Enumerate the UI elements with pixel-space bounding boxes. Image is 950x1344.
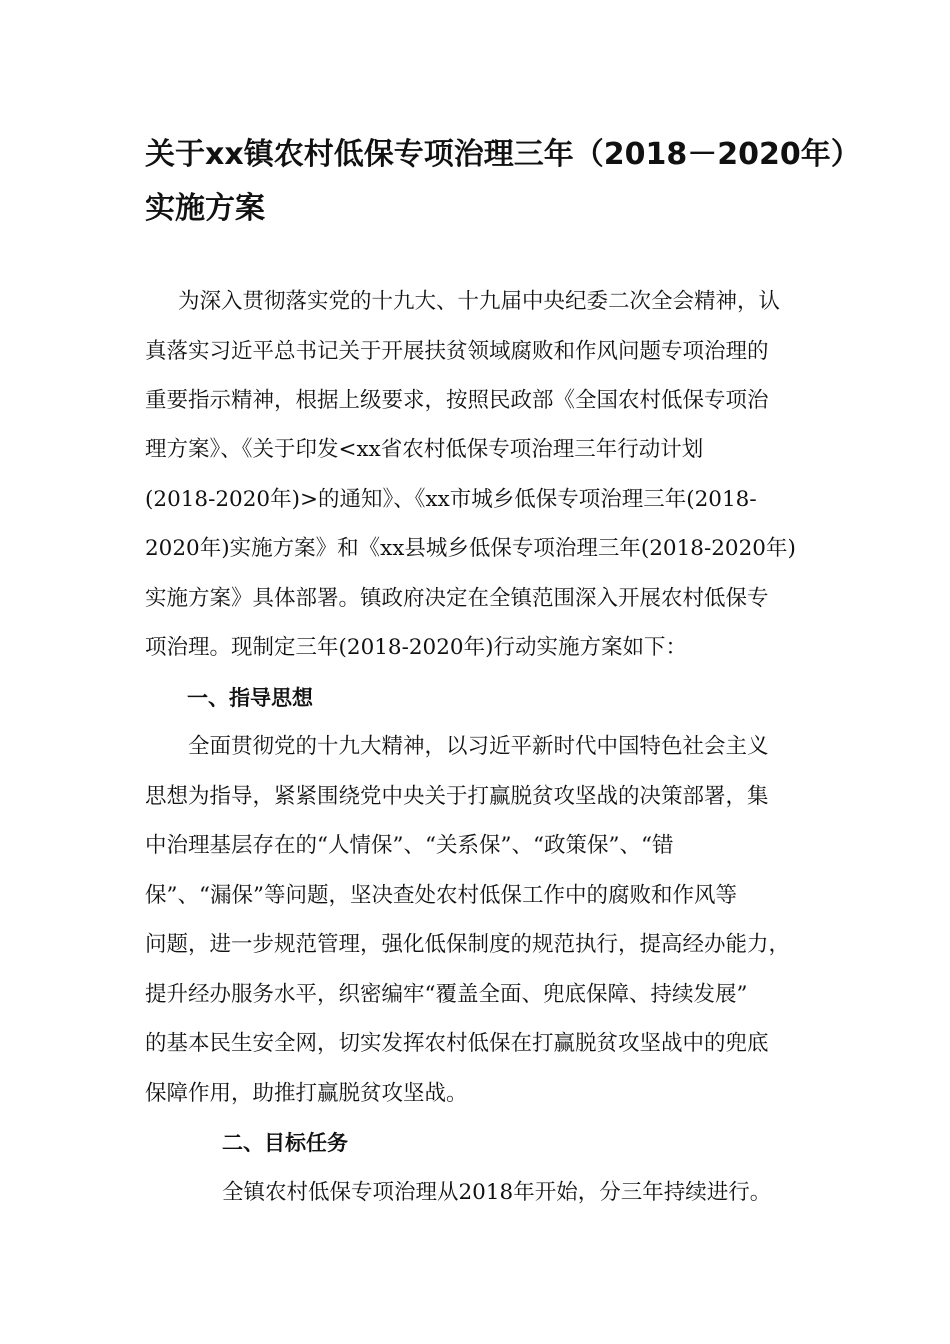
intro-line-8: 项治理。现制定三年(2018-2020年)行动实施方案如下： <box>145 635 687 660</box>
section-heading-guiding-ideology: 一、指导思想 <box>187 686 313 710</box>
section1-line-8: 保障作用，助推打赢脱贫攻坚战。 <box>145 1081 468 1106</box>
intro-line-2: 真落实习近平总书记关于开展扶贫领域腐败和作风问题专项治理的 <box>145 339 769 364</box>
section2-line-1: 全镇农村低保专项治理从2018年开始，分三年持续进行。 <box>222 1180 772 1205</box>
intro-line-4: 理方案》、《关于印发<xx省农村低保专项治理三年行动计划 <box>145 437 704 462</box>
title-line-1: 关于xx镇农村低保专项治理三年（2018－2020年） <box>145 137 861 172</box>
section1-line-3: 中治理基层存在的“人情保”、“关系保”、“政策保”、“错 <box>145 833 674 858</box>
section1-line-2: 思想为指导，紧紧围绕党中央关于打赢脱贫攻坚战的决策部署，集 <box>145 784 769 809</box>
section1-line-5: 问题，进一步规范管理，强化低保制度的规范执行，提高经办能力， <box>145 932 791 957</box>
section1-line-6: 提升经办服务水平，织密编牢“覆盖全面、兜底保障、持续发展” <box>145 982 748 1007</box>
section1-line-1: 全面贯彻党的十九大精神，以习近平新时代中国特色社会主义 <box>188 734 769 759</box>
section1-line-7: 的基本民生安全网，切实发挥农村低保在打赢脱贫攻坚战中的兜底 <box>145 1031 769 1056</box>
title-line-2: 实施方案 <box>145 191 265 226</box>
section1-line-4: 保”、“漏保”等问题，坚决查处农村低保工作中的腐败和作风等 <box>145 883 737 908</box>
intro-line-7: 实施方案》具体部署。镇政府决定在全镇范围深入开展农村低保专 <box>145 586 769 611</box>
section-heading-target-tasks: 二、目标任务 <box>222 1131 348 1155</box>
intro-line-5: (2018-2020年)>的通知》、《xx市城乡低保专项治理三年(2018- <box>145 487 757 512</box>
intro-line-1: 为深入贯彻落实党的十九大、十九届中央纪委二次全会精神，认 <box>178 289 781 314</box>
intro-line-3: 重要指示精神，根据上级要求，按照民政部《全国农村低保专项治 <box>145 388 769 413</box>
intro-line-6: 2020年)实施方案》和《xx县城乡低保专项治理三年(2018-2020年) <box>145 536 796 561</box>
document-title <box>145 128 861 236</box>
